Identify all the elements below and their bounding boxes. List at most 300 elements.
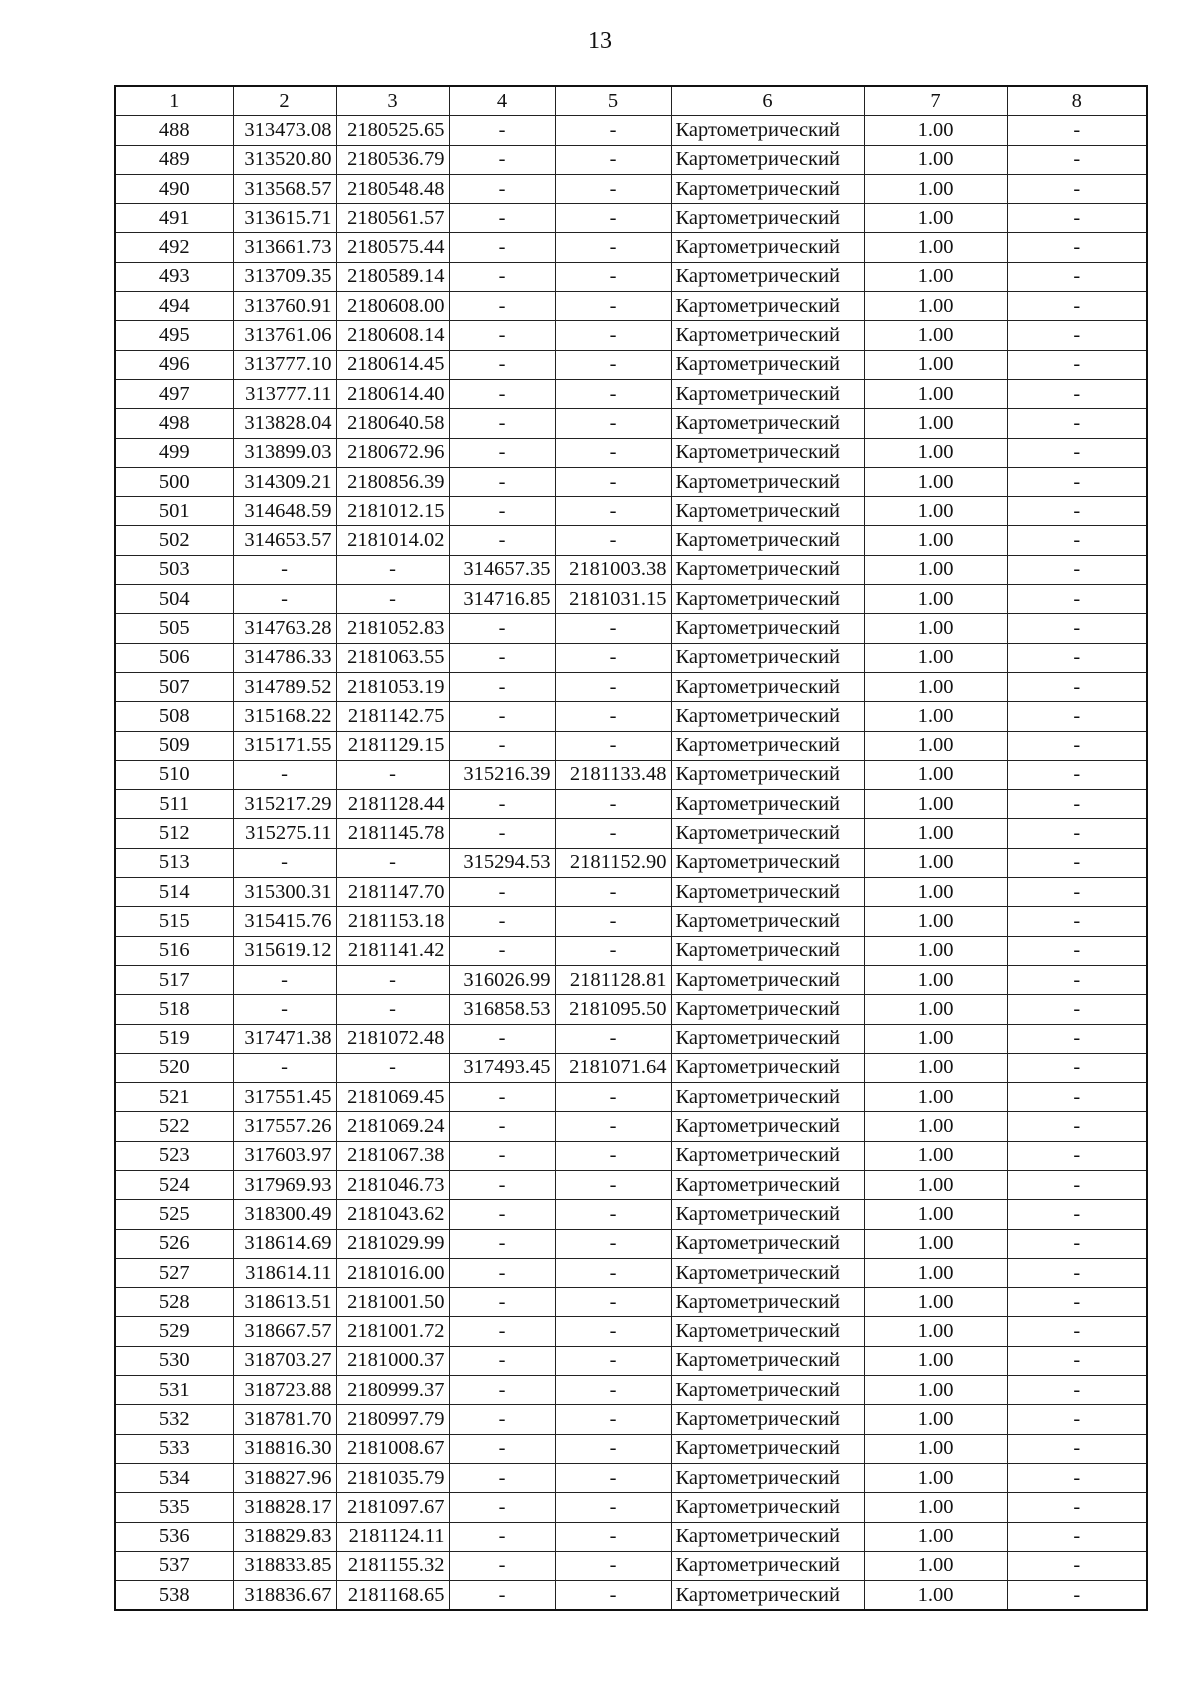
table-cell-col-6: Картометрический [671,643,864,672]
table-cell-col-4: - [449,438,555,467]
table-cell-col-5: - [555,878,671,907]
table-cell-col-4: - [449,409,555,438]
table-cell-col-1: 535 [115,1493,233,1522]
table-row [115,497,1147,526]
table-row [115,1376,1147,1405]
table-cell-col-7: 1.00 [864,526,1007,555]
table-cell-col-1: 492 [115,233,233,262]
table-cell-col-4: - [449,1229,555,1258]
table-row [115,1493,1147,1522]
table-cell-col-6: Картометрический [671,379,864,408]
table-cell-col-7: 1.00 [864,1024,1007,1053]
table-cell-col-8: - [1007,1317,1147,1346]
table-cell-col-3: 2181067.38 [336,1141,449,1170]
table-cell-col-5: - [555,379,671,408]
table-cell-col-8: - [1007,350,1147,379]
table-cell-col-4: 315216.39 [449,760,555,789]
table-cell-col-6: Картометрический [671,702,864,731]
table-cell-col-5: - [555,233,671,262]
table-cell-col-4: - [449,936,555,965]
table-cell-col-2: 315300.31 [233,878,336,907]
table-cell-col-8: - [1007,145,1147,174]
table-cell-col-8: - [1007,379,1147,408]
table-cell-col-3: 2181001.72 [336,1317,449,1346]
table-cell-col-6: Картометрический [671,233,864,262]
table-body [115,116,1147,1611]
table-cell-col-2: 313615.71 [233,204,336,233]
table-cell-col-6: Картометрический [671,936,864,965]
table-cell-col-2: 314653.57 [233,526,336,555]
table-cell-col-7: 1.00 [864,907,1007,936]
table-cell-col-8: - [1007,1376,1147,1405]
table-cell-col-8: - [1007,643,1147,672]
table-cell-col-7: 1.00 [864,145,1007,174]
table-cell-col-5: - [555,174,671,203]
table-cell-col-8: - [1007,174,1147,203]
table-cell-col-8: - [1007,1581,1147,1611]
table-cell-col-4: - [449,1170,555,1199]
table-cell-col-7: 1.00 [864,1463,1007,1492]
table-row [115,1288,1147,1317]
table-cell-col-1: 515 [115,907,233,936]
table-cell-col-7: 1.00 [864,614,1007,643]
table-cell-col-7: 1.00 [864,1493,1007,1522]
table-cell-col-1: 498 [115,409,233,438]
table-cell-col-6: Картометрический [671,1551,864,1580]
table-cell-col-7: 1.00 [864,379,1007,408]
table-row [115,1083,1147,1112]
table-cell-col-3: 2180614.40 [336,379,449,408]
table-cell-col-6: Картометрический [671,526,864,555]
table-cell-col-3: 2180561.57 [336,204,449,233]
table-cell-col-8: - [1007,1229,1147,1258]
table-cell-col-8: - [1007,526,1147,555]
table-cell-col-8: - [1007,467,1147,496]
table-cell-col-1: 493 [115,262,233,291]
table-cell-col-4: - [449,1463,555,1492]
table-cell-col-4: - [449,1405,555,1434]
table-cell-col-1: 489 [115,145,233,174]
table-cell-col-3: 2181142.75 [336,702,449,731]
table-cell-col-8: - [1007,878,1147,907]
table-cell-col-4: - [449,1376,555,1405]
table-cell-col-7: 1.00 [864,1229,1007,1258]
table-cell-col-3: 2180999.37 [336,1376,449,1405]
table-cell-col-1: 537 [115,1551,233,1580]
table-cell-col-5: - [555,1083,671,1112]
table-cell-col-4: - [449,233,555,262]
table-cell-col-4: - [449,1434,555,1463]
table-cell-col-6: Картометрический [671,321,864,350]
table-cell-col-7: 1.00 [864,1376,1007,1405]
table-cell-col-4: - [449,1581,555,1611]
table-cell-col-1: 527 [115,1258,233,1287]
table-cell-col-5: 2181133.48 [555,760,671,789]
table-cell-col-1: 491 [115,204,233,233]
table-cell-col-6: Картометрический [671,1141,864,1170]
table-cell-col-3: 2181097.67 [336,1493,449,1522]
table-cell-col-2: 318816.30 [233,1434,336,1463]
table-cell-col-1: 538 [115,1581,233,1611]
table-cell-col-3: - [336,995,449,1024]
table-cell-col-3: - [336,1053,449,1082]
table-cell-col-7: 1.00 [864,1083,1007,1112]
table-cell-col-5: - [555,702,671,731]
table-cell-col-2: 318829.83 [233,1522,336,1551]
table-cell-col-5: - [555,321,671,350]
table-cell-col-7: 1.00 [864,409,1007,438]
table-cell-col-2: 313760.91 [233,292,336,321]
table-cell-col-6: Картометрический [671,760,864,789]
table-cell-col-3: 2181153.18 [336,907,449,936]
table-cell-col-7: 1.00 [864,1522,1007,1551]
table-cell-col-2: 318667.57 [233,1317,336,1346]
table-cell-col-3: 2181035.79 [336,1463,449,1492]
table-cell-col-4: - [449,174,555,203]
table-cell-col-8: - [1007,848,1147,877]
table-cell-col-6: Картометрический [671,204,864,233]
table-cell-col-3: 2181008.67 [336,1434,449,1463]
table-cell-col-2: 313568.57 [233,174,336,203]
table-cell-col-8: - [1007,262,1147,291]
table-cell-col-5: - [555,497,671,526]
table-cell-col-6: Картометрический [671,1493,864,1522]
table-cell-col-2: - [233,555,336,584]
table-cell-col-6: Картометрический [671,174,864,203]
table-cell-col-4: - [449,1288,555,1317]
table-cell-col-6: Картометрический [671,145,864,174]
table-cell-col-2: - [233,995,336,1024]
table-cell-col-2: 318723.88 [233,1376,336,1405]
table-cell-col-1: 530 [115,1346,233,1375]
table-cell-col-3: 2181014.02 [336,526,449,555]
table-cell-col-4: - [449,1317,555,1346]
table-row [115,1434,1147,1463]
table-cell-col-3: 2180589.14 [336,262,449,291]
table-cell-col-8: - [1007,672,1147,701]
table-cell-col-5: - [555,409,671,438]
table-cell-col-5: - [555,1288,671,1317]
table-row [115,585,1147,614]
table-cell-col-1: 496 [115,350,233,379]
table-cell-col-7: 1.00 [864,672,1007,701]
table-cell-col-3: 2181168.65 [336,1581,449,1611]
table-cell-col-4: - [449,1551,555,1580]
table-cell-col-2: 315275.11 [233,819,336,848]
table-cell-col-5: - [555,790,671,819]
table-cell-col-7: 1.00 [864,1317,1007,1346]
table-cell-col-2: 315619.12 [233,936,336,965]
table-cell-col-5: - [555,1493,671,1522]
table-cell-col-5: - [555,1522,671,1551]
table-cell-col-7: 1.00 [864,555,1007,584]
table-cell-col-8: - [1007,614,1147,643]
table-cell-col-2: 314786.33 [233,643,336,672]
column-header-2: 2 [233,86,336,116]
table-cell-col-8: - [1007,321,1147,350]
table-cell-col-4: - [449,643,555,672]
table-cell-col-2: 314648.59 [233,497,336,526]
table-cell-col-6: Картометрический [671,731,864,760]
table-cell-col-2: 313520.80 [233,145,336,174]
table-cell-col-6: Картометрический [671,614,864,643]
table-cell-col-7: 1.00 [864,497,1007,526]
table-row [115,1112,1147,1141]
table-cell-col-1: 528 [115,1288,233,1317]
column-header-8: 8 [1007,86,1147,116]
table-cell-col-2: 313661.73 [233,233,336,262]
table-cell-col-4: - [449,321,555,350]
table-cell-col-6: Картометрический [671,907,864,936]
table-cell-col-5: 2181152.90 [555,848,671,877]
table-cell-col-3: - [336,585,449,614]
table-cell-col-6: Картометрический [671,1522,864,1551]
table-cell-col-7: 1.00 [864,760,1007,789]
table-cell-col-8: - [1007,1346,1147,1375]
table-row [115,350,1147,379]
table-cell-col-2: 315217.29 [233,790,336,819]
table-header-row [115,86,1147,116]
table-cell-col-6: Картометрический [671,1376,864,1405]
table-cell-col-2: 318836.67 [233,1581,336,1611]
table-cell-col-6: Картометрический [671,848,864,877]
table-row [115,1317,1147,1346]
table-cell-col-5: - [555,1434,671,1463]
table-cell-col-3: 2181063.55 [336,643,449,672]
table-cell-col-4: - [449,497,555,526]
table-row [115,467,1147,496]
table-cell-col-7: 1.00 [864,438,1007,467]
table-cell-col-2: 317969.93 [233,1170,336,1199]
table-cell-col-2: 318614.11 [233,1258,336,1287]
table-cell-col-6: Картометрический [671,350,864,379]
table-cell-col-7: 1.00 [864,643,1007,672]
table-cell-col-6: Картометрический [671,555,864,584]
table-row [115,878,1147,907]
table-cell-col-5: - [555,1405,671,1434]
table-cell-col-6: Картометрический [671,878,864,907]
table-cell-col-3: 2180575.44 [336,233,449,262]
table-cell-col-7: 1.00 [864,1112,1007,1141]
table-cell-col-3: 2181069.45 [336,1083,449,1112]
table-cell-col-7: 1.00 [864,848,1007,877]
table-cell-col-1: 505 [115,614,233,643]
table-cell-col-3: 2181145.78 [336,819,449,848]
table-cell-col-8: - [1007,1112,1147,1141]
table-cell-col-1: 514 [115,878,233,907]
column-header-7: 7 [864,86,1007,116]
table-cell-col-1: 488 [115,116,233,145]
table-cell-col-4: - [449,1200,555,1229]
table-row [115,1258,1147,1287]
table-cell-col-7: 1.00 [864,995,1007,1024]
table-cell-col-7: 1.00 [864,204,1007,233]
table-cell-col-3: - [336,965,449,994]
table-row [115,907,1147,936]
table-row [115,1170,1147,1199]
table-cell-col-5: - [555,1346,671,1375]
table-cell-col-7: 1.00 [864,1551,1007,1580]
table-row [115,1581,1147,1611]
table-cell-col-3: 2181129.15 [336,731,449,760]
table-row [115,555,1147,584]
table-cell-col-5: - [555,1463,671,1492]
table-cell-col-3: 2181016.00 [336,1258,449,1287]
table-row [115,145,1147,174]
table-cell-col-1: 531 [115,1376,233,1405]
table-cell-col-3: 2181046.73 [336,1170,449,1199]
table-cell-col-6: Картометрический [671,1229,864,1258]
table-row [115,1024,1147,1053]
table-cell-col-3: 2181000.37 [336,1346,449,1375]
table-cell-col-8: - [1007,555,1147,584]
table-cell-col-5: - [555,526,671,555]
table-cell-col-8: - [1007,819,1147,848]
table-cell-col-8: - [1007,1170,1147,1199]
table-cell-col-4: - [449,262,555,291]
table-cell-col-3: 2181141.42 [336,936,449,965]
table-cell-col-8: - [1007,1053,1147,1082]
table-row [115,672,1147,701]
table-cell-col-5: - [555,1317,671,1346]
table-cell-col-8: - [1007,1200,1147,1229]
table-cell-col-5: 2181071.64 [555,1053,671,1082]
table-cell-col-2: - [233,1053,336,1082]
table-cell-col-8: - [1007,1288,1147,1317]
table-cell-col-4: - [449,790,555,819]
table-cell-col-2: - [233,965,336,994]
table-cell-col-8: - [1007,936,1147,965]
table-row [115,526,1147,555]
table-cell-col-1: 507 [115,672,233,701]
table-cell-col-1: 495 [115,321,233,350]
table-cell-col-5: - [555,731,671,760]
table-row [115,321,1147,350]
table-cell-col-6: Картометрический [671,819,864,848]
table-row [115,643,1147,672]
table-cell-col-8: - [1007,438,1147,467]
table-cell-col-1: 509 [115,731,233,760]
table-cell-col-6: Картометрический [671,1581,864,1611]
table-row [115,848,1147,877]
table-cell-col-5: - [555,907,671,936]
table-cell-col-1: 533 [115,1434,233,1463]
table-cell-col-4: - [449,204,555,233]
table-cell-col-4: - [449,878,555,907]
table-row [115,1200,1147,1229]
table-cell-col-6: Картометрический [671,790,864,819]
table-cell-col-5: - [555,1200,671,1229]
table-cell-col-3: - [336,760,449,789]
table-cell-col-6: Картометрический [671,1200,864,1229]
column-header-4: 4 [449,86,555,116]
table-cell-col-8: - [1007,292,1147,321]
table-cell-col-3: 2180608.14 [336,321,449,350]
column-header-1: 1 [115,86,233,116]
table-cell-col-6: Картометрический [671,1170,864,1199]
table-cell-col-1: 532 [115,1405,233,1434]
table-row [115,1522,1147,1551]
table-cell-col-6: Картометрический [671,262,864,291]
table-cell-col-5: - [555,438,671,467]
table-cell-col-2: 318613.51 [233,1288,336,1317]
table-cell-col-3: 2180608.00 [336,292,449,321]
table-cell-col-8: - [1007,1493,1147,1522]
table-cell-col-4: - [449,672,555,701]
table-cell-col-2: 313709.35 [233,262,336,291]
table-cell-col-8: - [1007,1258,1147,1287]
table-cell-col-5: - [555,614,671,643]
table-cell-col-4: - [449,702,555,731]
table-cell-col-7: 1.00 [864,1581,1007,1611]
table-row [115,936,1147,965]
table-cell-col-4: - [449,350,555,379]
table-cell-col-8: - [1007,790,1147,819]
table-cell-col-3: 2181029.99 [336,1229,449,1258]
table-cell-col-6: Картометрический [671,965,864,994]
table-cell-col-3: 2180997.79 [336,1405,449,1434]
table-cell-col-6: Картометрический [671,585,864,614]
table-cell-col-6: Картометрический [671,1405,864,1434]
table-cell-col-7: 1.00 [864,350,1007,379]
table-row [115,1463,1147,1492]
table-row [115,614,1147,643]
table-cell-col-1: 506 [115,643,233,672]
table-cell-col-3: 2181001.50 [336,1288,449,1317]
table-cell-col-4: 314657.35 [449,555,555,584]
table-cell-col-2: 318614.69 [233,1229,336,1258]
table-row [115,790,1147,819]
table-cell-col-4: - [449,145,555,174]
table-row [115,1141,1147,1170]
table-cell-col-4: - [449,1112,555,1141]
table-row [115,204,1147,233]
table-cell-col-7: 1.00 [864,936,1007,965]
table-cell-col-4: - [449,292,555,321]
table-cell-col-1: 490 [115,174,233,203]
table-cell-col-1: 512 [115,819,233,848]
table-cell-col-5: 2181003.38 [555,555,671,584]
table-cell-col-1: 511 [115,790,233,819]
column-header-3: 3 [336,86,449,116]
table-cell-col-2: 314309.21 [233,467,336,496]
table-cell-col-5: - [555,1258,671,1287]
table-cell-col-8: - [1007,1405,1147,1434]
table-cell-col-3: 2181155.32 [336,1551,449,1580]
table-cell-col-4: - [449,1258,555,1287]
table-cell-col-8: - [1007,731,1147,760]
table-cell-col-7: 1.00 [864,321,1007,350]
table-cell-col-2: 317471.38 [233,1024,336,1053]
table-cell-col-5: - [555,1229,671,1258]
table-cell-col-2: 318781.70 [233,1405,336,1434]
table-cell-col-1: 526 [115,1229,233,1258]
table-cell-col-3: 2181052.83 [336,614,449,643]
table-cell-col-2: 314763.28 [233,614,336,643]
table-cell-col-4: - [449,614,555,643]
table-cell-col-6: Картометрический [671,467,864,496]
table-cell-col-2: 318827.96 [233,1463,336,1492]
table-cell-col-6: Картометрический [671,1258,864,1287]
table-cell-col-8: - [1007,1522,1147,1551]
table-row [115,995,1147,1024]
table-cell-col-4: - [449,907,555,936]
table-cell-col-7: 1.00 [864,731,1007,760]
table-cell-col-4: - [449,379,555,408]
table-cell-col-5: - [555,1170,671,1199]
table-cell-col-8: - [1007,585,1147,614]
table-row [115,116,1147,145]
